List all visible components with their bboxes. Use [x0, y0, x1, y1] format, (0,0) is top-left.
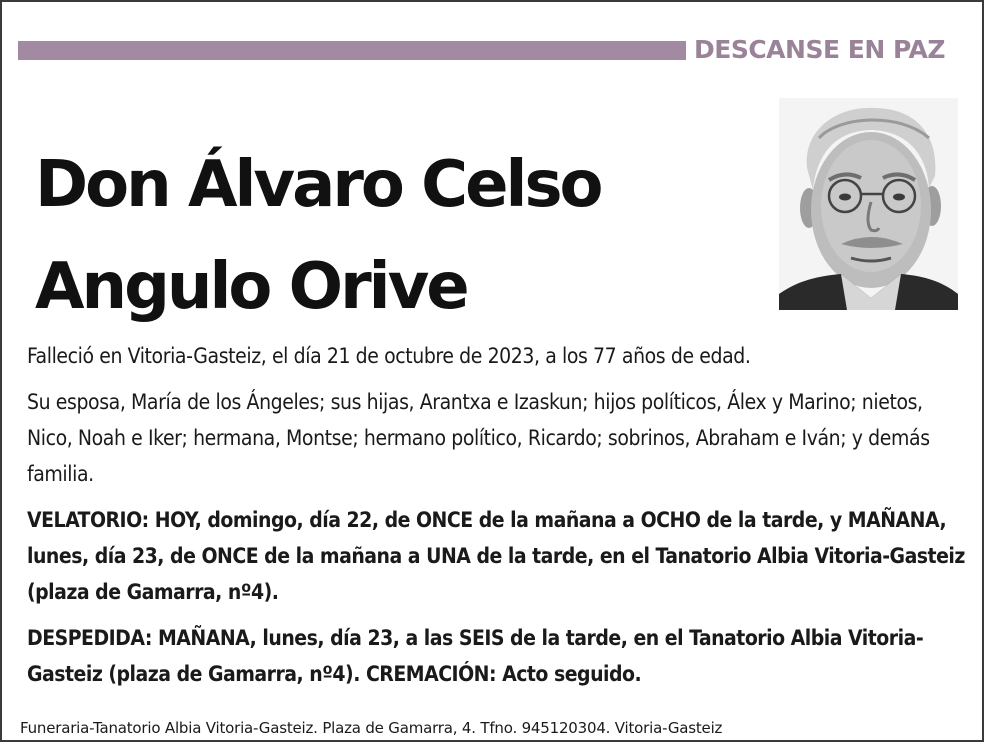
death-notice: Falleció en Vitoria-Gasteiz, el día 21 de octubre de 2023, a los 77 años de edad.	[27, 344, 751, 368]
wake-info: VELATORIO: HOY, domingo, día 22, de ONCE de la mañana a OCHO de la tarde, y MAÑANA, lunes, día 23, de ONCE de la mañana a UNA de la tarde, en el Tanatorio Albia Vitoria-Gasteiz (plaza de Gamarra, nº4).	[27, 508, 965, 604]
header-title: DESCANSE EN PAZ	[694, 35, 945, 64]
notice-body	[27, 338, 967, 702]
funeral-home-footer: Funeraria-Tanatorio Albia Vitoria-Gasteiz. Plaza de Gamarra, 4. Tfno. 945120304. Vitoria-Gasteiz	[20, 719, 723, 737]
header-bar	[18, 41, 686, 60]
name-line-1: Don Álvaro Celso	[35, 148, 601, 222]
deceased-name	[35, 134, 735, 338]
header-divider	[686, 41, 689, 60]
name-line-2: Angulo Orive	[35, 250, 467, 324]
farewell-info: DESPEDIDA: MAÑANA, lunes, día 23, a las SEIS de la tarde, en el Tanatorio Albia Vitoria-Gasteiz (plaza de Gamarra, nº4). CREMACIÓN: Acto seguido.	[27, 626, 924, 686]
portrait-icon	[779, 98, 958, 310]
family-list: Su esposa, María de los Ángeles; sus hijas, Arantxa e Izaskun; hijos políticos, Álex y Marino; nietos, Nico, Noah e Iker; hermana, Montse; hermano político, Ricardo; sobrinos, Abraham e Iván; y demás familia.	[27, 390, 930, 486]
portrait-photo	[779, 98, 958, 310]
